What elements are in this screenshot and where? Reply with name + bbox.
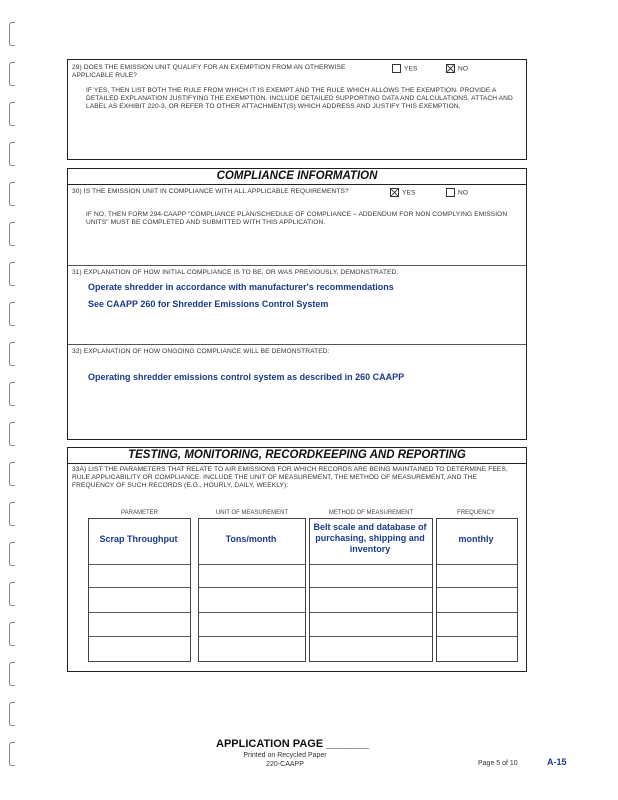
q32-question: 32) EXPLANATION OF HOW ONGOING COMPLIANCE WILL BE DEMONSTRATED: bbox=[72, 348, 330, 355]
cell-unit: Tons/month bbox=[225, 534, 277, 544]
binder-mark bbox=[9, 662, 15, 686]
page-code: A-15 bbox=[547, 757, 567, 767]
exemption-section bbox=[67, 59, 527, 160]
divider bbox=[68, 265, 526, 266]
checkbox-unchecked-icon[interactable] bbox=[446, 188, 455, 197]
binder-mark bbox=[9, 422, 15, 446]
checkbox-unchecked-icon[interactable] bbox=[392, 64, 401, 73]
recycled-paper-note: Printed on Recycled Paper bbox=[243, 752, 327, 759]
q30-instructions: IF NO, THEN FORM 294-CAAPP "COMPLIANCE PLAN/SCHEDULE OF COMPLIANCE – ADDENDUM FOR NON COMPLYING EMISSION UNITS" MUST BE COMPLETED AND SUBMITTED WITH THIS APPLICATION. bbox=[86, 211, 508, 226]
binder-mark bbox=[9, 302, 15, 326]
q31-question: 31) EXPLANATION OF HOW INITIAL COMPLIANCE IS TO BE, OR WAS PREVIOUSLY, DEMONSTRATED: bbox=[72, 269, 399, 276]
testing-section bbox=[67, 447, 527, 672]
binder-mark bbox=[9, 22, 15, 46]
binder-mark bbox=[9, 742, 15, 766]
binder-mark bbox=[9, 502, 15, 526]
binder-mark bbox=[9, 342, 15, 366]
compliance-section bbox=[67, 168, 527, 440]
binder-mark bbox=[9, 582, 15, 606]
binder-mark bbox=[9, 542, 15, 566]
binder-mark bbox=[9, 382, 15, 406]
binder-mark bbox=[9, 62, 15, 86]
compliance-title: COMPLIANCE INFORMATION bbox=[68, 169, 526, 185]
column-header-parameter: PARAMETER bbox=[121, 510, 158, 516]
column-header-unit: UNIT OF MEASUREMENT bbox=[215, 510, 289, 516]
q29-no-option[interactable]: NO bbox=[446, 64, 468, 73]
binder-mark bbox=[9, 262, 15, 286]
q31-answer-line1: Operate shredder in accordance with manufacturer's recommendations bbox=[88, 282, 394, 292]
binder-mark bbox=[9, 142, 15, 166]
form-id: 220-CAAPP bbox=[266, 761, 304, 768]
binder-mark bbox=[9, 702, 15, 726]
binder-mark bbox=[9, 182, 15, 206]
q29-instructions: IF YES, THEN LIST BOTH THE RULE FROM WHICH IT IS EXEMPT AND THE RULE WHICH ALLOWS THE EXEMPTION. PROVIDE A DETAILED EXPLANATION JUSTIFYING THE EXEMPTION. INCLUDE DETAILED SUPPORTING DATA AND CALCULATIONS. ATTACH AND LABEL AS EXHIBIT 220-3, OR REFER TO OTHER ATTACHMENT(S) WHICH ADDRESS AND JUSTIFY THIS EXEMPTION. bbox=[86, 87, 513, 110]
binder-mark bbox=[9, 462, 15, 486]
binder-mark bbox=[9, 102, 15, 126]
cell-method: Belt scale and database of purchasing, shipping and inventory bbox=[313, 522, 427, 554]
checkbox-checked-icon[interactable] bbox=[390, 188, 399, 197]
column-header-frequency: FREQUENCY bbox=[457, 510, 495, 516]
testing-title: TESTING, MONITORING, RECORDKEEPING AND REPORTING bbox=[68, 448, 526, 464]
checkbox-checked-icon[interactable] bbox=[446, 64, 455, 73]
divider bbox=[68, 344, 526, 345]
q33-question: 33A) LIST THE PARAMETERS THAT RELATE TO AIR EMISSIONS FOR WHICH RECORDS ARE BEING MAINTAINED TO DETERMINE FEES, RULE APPLICABILITY OR COMPLIANCE. INCLUDE THE UNIT OF MEASUREMENT, THE METHOD OF MEASUREMENT, AND THE FREQUENCY OF SUCH RECORDS (E.G., HOURLY, DAILY, WEEKLY): bbox=[72, 466, 508, 489]
binder-mark bbox=[9, 622, 15, 646]
q29-question: 29) DOES THE EMISSION UNIT QUALIFY FOR AN EXEMPTION FROM AN OTHERWISE APPLICABLE RULE? bbox=[72, 64, 346, 79]
q29-yes-option[interactable]: YES bbox=[392, 64, 418, 73]
q30-question: 30) IS THE EMISSION UNIT IN COMPLIANCE WITH ALL APPLICABLE REQUIREMENTS? bbox=[72, 188, 349, 195]
page-of-indicator: Page 5 of 10 bbox=[478, 760, 518, 767]
parameters-table bbox=[88, 510, 518, 660]
q32-answer: Operating shredder emissions control system as described in 260 CAAPP bbox=[88, 372, 405, 382]
q31-answer-line2: See CAAPP 260 for Shredder Emissions Control System bbox=[88, 299, 329, 309]
cell-frequency: monthly bbox=[458, 534, 494, 544]
q30-no-option[interactable]: NO bbox=[446, 188, 468, 197]
column-header-method: METHOD OF MEASUREMENT bbox=[328, 510, 414, 516]
cell-parameter: Scrap Throughput bbox=[99, 534, 178, 544]
q30-yes-option[interactable]: YES bbox=[390, 188, 416, 197]
application-page-label: APPLICATION PAGE _______ bbox=[216, 738, 370, 750]
binder-mark bbox=[9, 222, 15, 246]
